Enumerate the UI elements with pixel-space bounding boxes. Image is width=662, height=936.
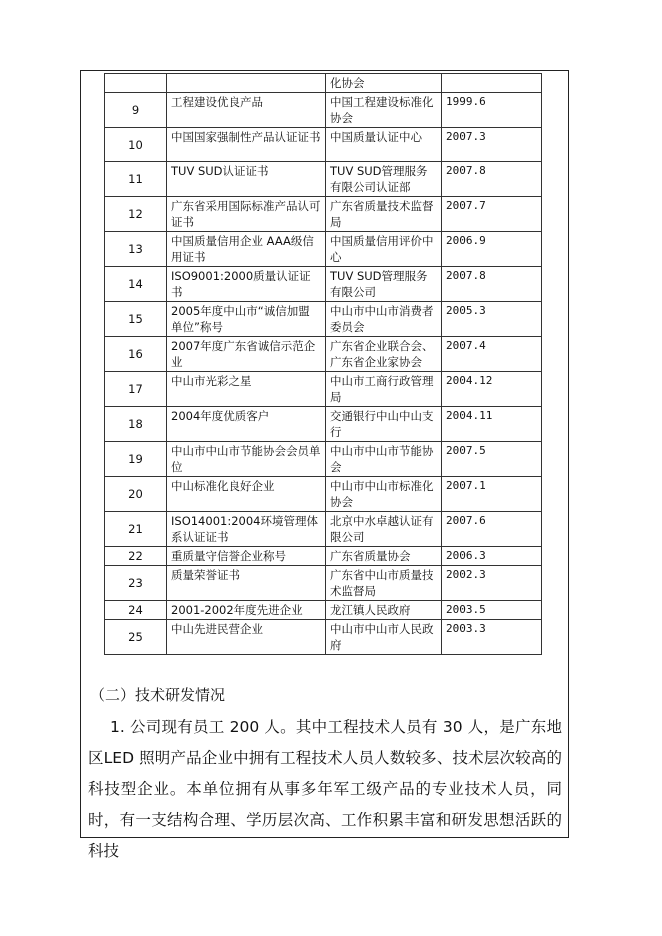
table-row [105,566,542,601]
award-name: 2007年度广东省诚信示范企业 [167,337,326,372]
award-name: 中国国家强制性产品认证证书 [167,128,326,162]
award-name: 2004年度优质客户 [167,407,326,442]
award-date: 2003.3 [442,620,542,655]
awards-table-body [105,74,542,655]
award-name: 工程建设优良产品 [167,93,326,128]
award-name: ISO14001:2004环境管理体系认证证书 [167,512,326,547]
table-row [105,407,542,442]
award-issuer: 中国工程建设标准化协会 [326,93,442,128]
table-row [105,477,542,512]
award-date: 2006.9 [442,232,542,267]
award-name: 质量荣誉证书 [167,566,326,601]
award-date: 2004.12 [442,372,542,407]
award-name: ISO9001:2000质量认证证书 [167,267,326,302]
award-name: 广东省采用国际标准产品认可证书 [167,197,326,232]
section-heading: （二）技术研发情况 [90,686,226,704]
award-date: 1999.6 [442,93,542,128]
award-date: 2007.4 [442,337,542,372]
award-date: 2004.11 [442,407,542,442]
table-row [105,601,542,620]
award-date [442,74,542,93]
row-number: 22 [105,547,167,566]
paragraph-text: 1. 公司现有员工 200 人。其中工程技术人员有 30 人，是广东地区LED 照明产品企业中拥有工程技术人员人数较多、技术层次较高的科技型企业。本单位拥有从事多年军工级产品的专业技术人员，同时，有一支结构合理、学历层次高、工作积累丰富和研发思想活跃的科技 [88,718,562,860]
row-number: 18 [105,407,167,442]
award-date: 2007.8 [442,162,542,197]
award-date: 2007.3 [442,128,542,162]
award-issuer: 中山市工商行政管理局 [326,372,442,407]
award-date: 2005.3 [442,302,542,337]
table-row [105,93,542,128]
table-row [105,547,542,566]
table-row [105,442,542,477]
award-name [167,74,326,93]
award-issuer: 广东省企业联合会、广东省企业家协会 [326,337,442,372]
award-date: 2007.6 [442,512,542,547]
table-row [105,372,542,407]
row-number: 11 [105,162,167,197]
awards-table [104,73,542,655]
row-number [105,74,167,93]
award-issuer: 广东省质量技术监督局 [326,197,442,232]
row-number: 19 [105,442,167,477]
award-name: 2005年度中山市“诚信加盟单位”称号 [167,302,326,337]
award-issuer: 中国质量认证中心 [326,128,442,162]
award-name: 中山标准化良好企业 [167,477,326,512]
section-paragraph [88,712,562,867]
award-date: 2003.5 [442,601,542,620]
award-issuer: 交通银行中山中山支行 [326,407,442,442]
row-number: 9 [105,93,167,128]
table-row [105,267,542,302]
award-issuer: TUV SUD管理服务有限公司 [326,267,442,302]
award-issuer: 中山市中山市人民政府 [326,620,442,655]
award-issuer: 中国质量信用评价中心 [326,232,442,267]
award-name: 中山市光彩之星 [167,372,326,407]
award-issuer: 北京中水卓越认证有限公司 [326,512,442,547]
award-date: 2007.8 [442,267,542,302]
award-date: 2006.3 [442,547,542,566]
award-date: 2007.1 [442,477,542,512]
row-number: 24 [105,601,167,620]
award-issuer: 广东省中山市质量技术监督局 [326,566,442,601]
award-name: 2001-2002年度先进企业 [167,601,326,620]
table-row [105,512,542,547]
row-number: 14 [105,267,167,302]
table-row [105,620,542,655]
row-number: 23 [105,566,167,601]
award-name: TUV SUD认证证书 [167,162,326,197]
award-name: 中国质量信用企业 AAA级信用证书 [167,232,326,267]
award-issuer: 中山市中山市标准化协会 [326,477,442,512]
award-date: 2007.7 [442,197,542,232]
row-number: 20 [105,477,167,512]
table-row [105,197,542,232]
award-issuer: 化协会 [326,74,442,93]
row-number: 15 [105,302,167,337]
row-number: 25 [105,620,167,655]
row-number: 21 [105,512,167,547]
row-number: 16 [105,337,167,372]
award-name: 中山先进民营企业 [167,620,326,655]
award-issuer: TUV SUD管理服务有限公司认证部 [326,162,442,197]
row-number: 10 [105,128,167,162]
award-name: 重质量守信誉企业称号 [167,547,326,566]
table-row [105,128,542,162]
row-number: 13 [105,232,167,267]
table-row [105,232,542,267]
table-row [105,302,542,337]
table-row [105,74,542,93]
award-issuer: 龙江镇人民政府 [326,601,442,620]
award-date: 2002.3 [442,566,542,601]
table-row [105,337,542,372]
row-number: 17 [105,372,167,407]
award-name: 中山市中山市节能协会会员单位 [167,442,326,477]
award-issuer: 中山市中山市节能协会 [326,442,442,477]
row-number: 12 [105,197,167,232]
award-date: 2007.5 [442,442,542,477]
award-issuer: 中山市中山市消费者委员会 [326,302,442,337]
award-issuer: 广东省质量协会 [326,547,442,566]
table-row [105,162,542,197]
